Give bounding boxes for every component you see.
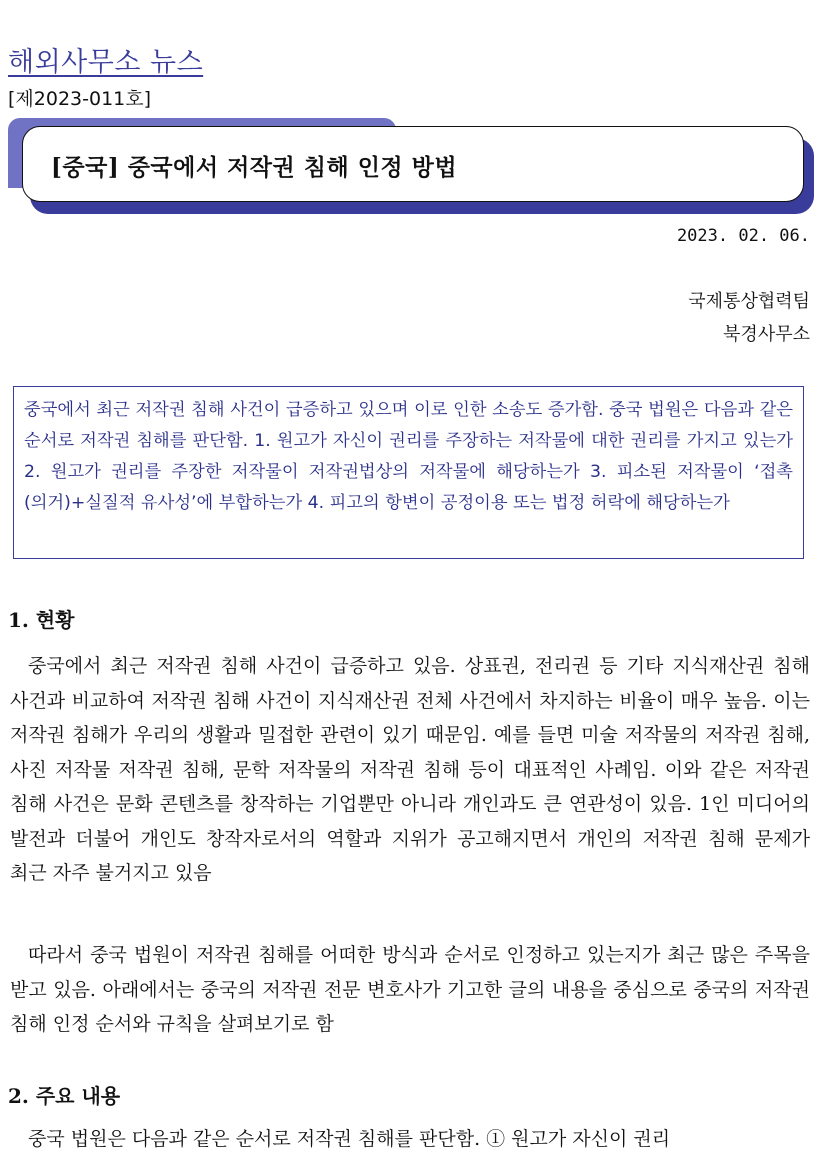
- section-heading-status: 1. 현황: [8, 608, 75, 632]
- summary-text: 중국에서 최근 저작권 침해 사건이 급증하고 있으며 이로 인한 소송도 증가함. 중국 법원은 다음과 같은 순서로 저작권 침해를 판단함. 1. 원고가 자신이 권리를 주장하는 저작물에 대한 권리를 가지고 있는가 2. 원고가 권리를 주장한 저작물이 저작권법상의 저작물에 해당하는가 3. 피소된 저작물이 ‘접촉(의거)+실질적 유사성’에 부합하는가 4. 피고의 항변이 공정이용 또는 법정 허락에 해당하는가: [24, 400, 793, 513]
- summary-box: [13, 386, 804, 559]
- section-paragraph: 중국에서 최근 저작권 침해 사건이 급증하고 있음. 상표권, 전리권 등 기타 지식재산권 침해 사건과 비교하여 저작권 침해 사건이 지식재산권 전체 사건에서 차지하는 비율이 매우 높음. 이는 저작권 침해가 우리의 생활과 밀접한 관련이 있기 때문임. 예를 들면 미술 저작물의 저작권 침해, 사진 저작물 저작권 침해, 문학 저작물의 저작권 침해 등이 대표적인 사례임. 이와 같은 저작권 침해 사건은 문화 콘텐츠를 창작하는 기업뿐만 아니라 개인과도 큰 연관성이 있음. 1인 미디어의 발전과 더불어 개인도 창작자로서의 역할과 지위가 공고해지면서 개인의 저작권 침해 문제가 최근 자주 불거지고 있음: [10, 655, 810, 884]
- publish-date: 2023. 02. 06.: [676, 226, 810, 246]
- section-paragraph: 중국 법원은 다음과 같은 순서로 저작권 침해를 판단함. ① 원고가 자신이 권리: [28, 1128, 671, 1150]
- section-heading-main-content: 2. 주요 내용: [8, 1084, 121, 1108]
- title-banner: [8, 118, 814, 216]
- organization-block: [688, 285, 810, 351]
- team-name: 국제통상협력팀: [688, 291, 810, 312]
- page-title: [중국] 중국에서 저작권 침해 인정 방법: [51, 154, 458, 181]
- series-title: 해외사무소 뉴스: [8, 47, 204, 78]
- document-number: [제2023-011호]: [8, 88, 152, 110]
- title-box: [22, 126, 804, 202]
- section-paragraph: 따라서 중국 법원이 저작권 침해를 어떠한 방식과 순서로 인정하고 있는지가 최근 많은 주목을 받고 있음. 아래에서는 중국의 저작권 전문 변호사가 기고한 글의 내용을 중심으로 중국의 저작권 침해 인정 순서와 규칙을 살펴보기로 함: [10, 944, 810, 1035]
- office-name: 북경사무소: [723, 324, 810, 345]
